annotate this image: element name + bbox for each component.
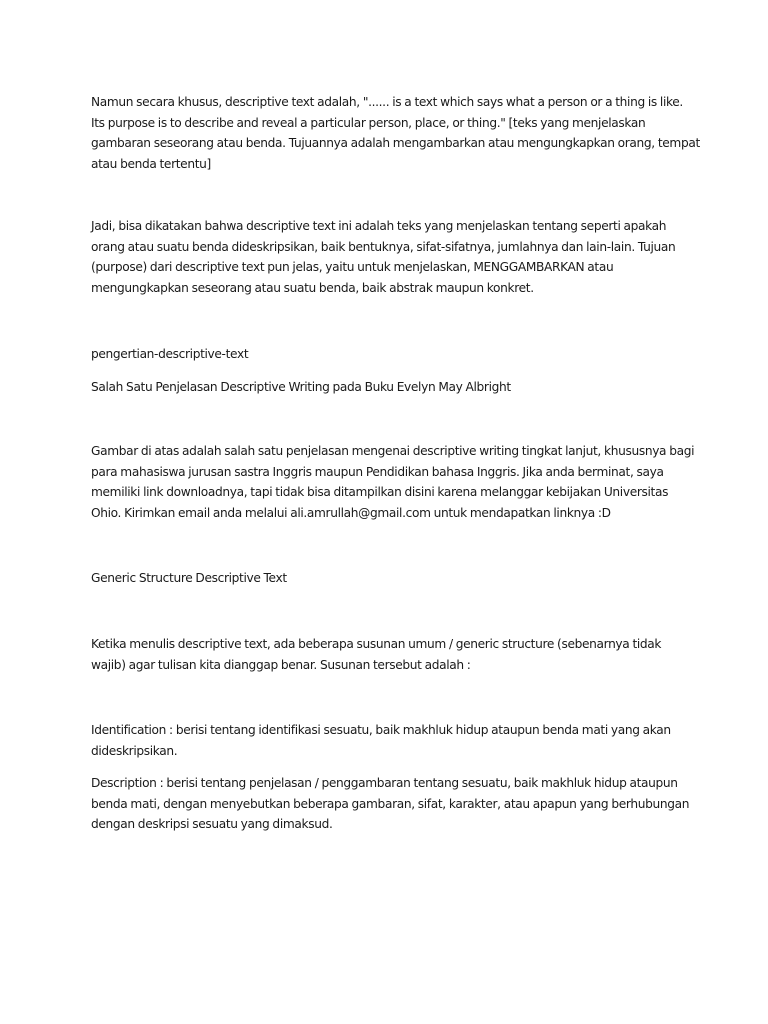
text-line: Identification : berisi tentang identifikasi sesuatu, baik makhluk hidup ataupun benda mati yang akan [91,723,671,737]
paragraph-identification [91,720,691,761]
image-alt-text [91,344,691,365]
text-line: Ketika menulis descriptive text, ada beberapa susunan umum / generic structure (sebenarnya tidak [91,637,662,651]
text-line: Salah Satu Penjelasan Descriptive Writing pada Buku Evelyn May Albright [91,380,511,394]
paragraph-image-explanation [91,441,695,523]
text-line: Its purpose is to describe and reveal a particular person, place, or thing." [teks yang menjelaskan [91,115,646,130]
text-line: atau benda tertentu] [91,156,211,171]
paragraph-structure-intro [91,634,691,675]
text-line: Jadi, bisa dikatakan bahwa descriptive text ini adalah teks yang menjelaskan tentang seperti apakah [91,219,667,233]
text-line: orang atau suatu benda dideskripsikan, baik bentuknya, sifat-sifatnya, jumlahnya dan lain-lain. Tujuan [91,239,676,254]
text-line: Namun secara khusus, descriptive text adalah, "...... is a text which says what a person or a thing is like. [91,95,683,109]
text-line: wajib) agar tulisan kita dianggap benar. Susunan tersebut adalah : [91,657,471,672]
text-line: memiliki link downloadnya, tapi tidak bisa ditampilkan disini karena melanggar kebijakan Universitas [91,485,669,499]
text-line: gambaran seseorang atau benda. Tujuannya adalah mengambarkan atau mengungkapkan orang, tempat [91,136,700,150]
image-caption [91,377,691,398]
text-line: dengan deskripsi sesuatu yang dimaksud. [91,817,333,831]
paragraph-description [91,773,691,835]
text-line: Gambar di atas adalah salah satu penjelasan mengenai descriptive writing tingkat lanjut, khususnya bagi [91,444,695,458]
text-line: (purpose) dari descriptive text pun jelas, yaitu untuk menjelaskan, MENGGAMBARKAN atau [91,260,614,274]
text-line: Ohio. Kirimkan email anda melalui ali.amrullah@gmail.com untuk mendapatkan linknya :D [91,505,611,520]
paragraph-definition [91,92,700,174]
text-line: Generic Structure Descriptive Text [91,571,287,585]
section-heading [91,568,691,589]
text-line: para mahasiswa jurusan sastra Inggris maupun Pendidikan bahasa Inggris. Jika anda berminat, saya [91,464,664,479]
text-line: benda mati, dengan menyebutkan beberapa gambaran, sifat, karakter, atau apapun yang berhubungan [91,796,690,811]
paragraph-summary [91,216,691,298]
text-line: Description : berisi tentang penjelasan / penggambaran tentang sesuatu, baik makhluk hidup ataupun [91,776,678,790]
text-line: pengertian-descriptive-text [91,347,249,361]
text-line: mengungkapkan seseorang atau suatu benda, baik abstrak maupun konkret. [91,280,534,295]
text-line: dideskripsikan. [91,743,178,758]
